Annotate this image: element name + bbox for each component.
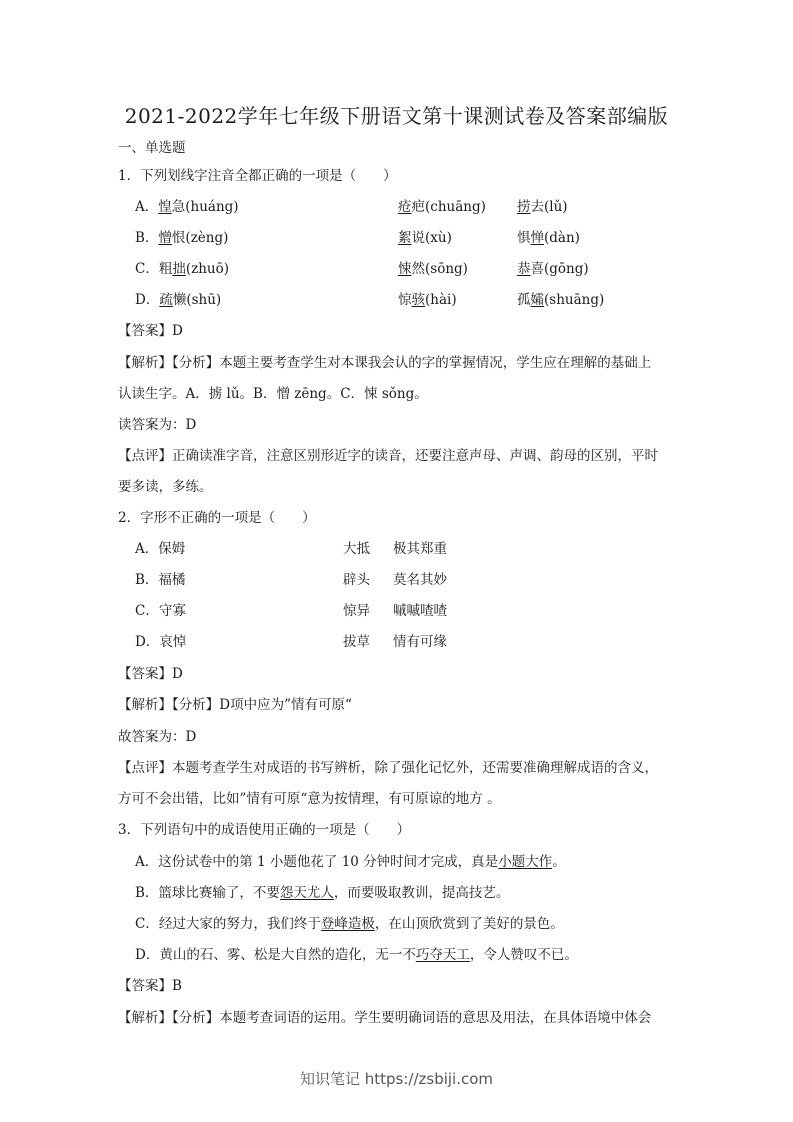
option-text: 说(xù) — [411, 230, 452, 246]
comment-text: 正确读准字音，注意区别形近字的读音，还要注意声母、声调、韵母的区别，平时 — [172, 448, 658, 464]
q3-option-a — [135, 852, 566, 872]
answer-value: D — [172, 666, 183, 682]
q1-conclusion: 读答案为：D — [118, 417, 197, 433]
question-3-stem: 3．下列语句中的成语使用正确的一项是（ ） — [118, 822, 411, 838]
option-text: 喜(gōng) — [530, 261, 589, 277]
option-text: (hài) — [425, 292, 457, 308]
q3-answer — [118, 976, 182, 996]
page-title: 2021-2022学年七年级下册语文第十课测试卷及答案部编版 — [124, 104, 669, 128]
section-heading: 一、单选题 — [118, 140, 186, 156]
underlined-char: 惶 — [158, 199, 172, 215]
option-text: 哀悼 — [159, 634, 187, 650]
option-text: 莫名其妙 — [393, 572, 447, 588]
option-text: 。 — [552, 854, 566, 870]
q1-option-d — [135, 290, 605, 310]
option-text: 疤(chuāng) — [411, 199, 486, 215]
option-text: ，而要吸取教训，提高技艺。 — [333, 885, 510, 901]
q2-conclusion: 故答案为：D — [118, 729, 197, 745]
option-label: D． — [135, 634, 160, 650]
q1-option-a — [135, 197, 568, 217]
option-text: 保姆 — [158, 541, 186, 557]
option-text: 然(sōng) — [411, 261, 468, 277]
q3-option-d — [135, 945, 578, 965]
q1-analysis-line-1 — [118, 353, 651, 373]
footer-watermark: 知识笔记 https://zsbiji.com — [299, 1070, 494, 1088]
q3-option-b — [135, 883, 509, 903]
option-text: 辟头 — [343, 572, 370, 588]
option-label: D． — [135, 292, 160, 308]
q2-answer — [118, 664, 183, 684]
answer-value: D — [172, 323, 183, 339]
option-text: (shuāng) — [544, 292, 605, 308]
analysis-tag: 【解析】【分析】 — [118, 1010, 220, 1026]
underlined-idiom: 小题大作 — [498, 854, 553, 870]
option-text: 情有可缘 — [393, 634, 447, 650]
underlined-idiom: 巧夺天工 — [415, 947, 470, 963]
underlined-char: 拙 — [172, 261, 186, 277]
option-text: (zhuō) — [185, 261, 230, 277]
option-text: 懒(shū) — [172, 292, 222, 308]
underlined-idiom: 怨天尤人 — [279, 885, 334, 901]
q1-option-c — [135, 259, 589, 279]
option-text: 孤 — [517, 292, 531, 308]
option-text: 守寡 — [158, 603, 186, 619]
analysis-tag: 【解析】【分析】 — [118, 697, 220, 713]
option-text: 急(huáng) — [171, 199, 239, 215]
underlined-char: 捞 — [517, 199, 531, 215]
answer-tag: 【答案】 — [118, 666, 172, 682]
q2-option-c — [135, 601, 447, 621]
answer-tag: 【答案】 — [118, 978, 172, 994]
comment-tag: 【点评】 — [118, 448, 172, 464]
q2-option-a — [135, 539, 447, 559]
option-text: 恨(zèng) — [171, 230, 229, 246]
option-text: 惊 — [398, 292, 412, 308]
option-text: 去(lǔ) — [530, 199, 568, 215]
option-text: ，在山顶欣赏到了美好的景色。 — [374, 916, 564, 932]
analysis-text: 本题主要考查学生对本课我会认的字的掌握情况，学生应在理解的基础上 — [219, 355, 652, 371]
q3-analysis — [118, 1008, 651, 1028]
q1-comment-line-1 — [118, 446, 658, 466]
comment-text: 本题考查学生对成语的书写辨析，除了强化记忆外，还需要准确理解成语的含义， — [172, 760, 658, 776]
underlined-char: 孀 — [530, 292, 544, 308]
q2-comment-line-2: 方可不会出错，比如”情有可原“意为按情理，有可原谅的地方 。 — [118, 791, 501, 807]
option-label: B． — [135, 572, 159, 588]
underlined-idiom: 登峰造极 — [320, 916, 375, 932]
option-text: (dàn) — [544, 230, 580, 246]
analysis-text: D项中应为”情有可原“ — [219, 697, 352, 713]
option-label: C． — [135, 603, 159, 619]
q1-option-b — [135, 228, 580, 248]
underlined-char: 恭 — [517, 261, 531, 277]
option-text: ，令人赞叹不已。 — [469, 947, 578, 963]
option-text: A．这份试卷中的第 1 小题他花了 10 分钟时间才完成，真是 — [135, 854, 499, 870]
underlined-char: 骇 — [411, 292, 425, 308]
option-text: 拔草 — [343, 634, 370, 650]
option-label: B． — [135, 230, 159, 246]
underlined-char: 疏 — [159, 292, 173, 308]
option-text: 惊异 — [343, 603, 370, 619]
q1-answer — [118, 321, 183, 341]
option-text: 福橘 — [158, 572, 186, 588]
option-text: C．经过大家的努力，我们终于 — [135, 916, 321, 932]
q3-option-c — [135, 914, 564, 934]
answer-value: B — [172, 978, 182, 994]
q2-analysis — [118, 695, 352, 715]
comment-tag: 【点评】 — [118, 760, 172, 776]
underlined-char: 絮 — [398, 230, 412, 246]
analysis-tag: 【解析】【分析】 — [118, 355, 220, 371]
option-text: 大抵 — [343, 541, 370, 557]
q2-option-d — [135, 632, 447, 652]
option-text: 极其郑重 — [393, 541, 447, 557]
option-label: A． — [135, 199, 159, 215]
option-text: B．篮球比赛输了，不要 — [135, 885, 280, 901]
option-label: C． — [135, 261, 159, 277]
option-label: A． — [135, 541, 159, 557]
option-text: 惧 — [517, 230, 531, 246]
answer-tag: 【答案】 — [118, 323, 172, 339]
underlined-char: 惮 — [530, 230, 544, 246]
underlined-char: 悚 — [398, 261, 412, 277]
option-text: 粗 — [158, 261, 173, 277]
underlined-char: 憎 — [158, 230, 172, 246]
q1-analysis-line-2: 认读生字。A．掳 lǔ。B．憎 zēng。C．悚 sǒng。 — [118, 386, 428, 402]
q1-comment-line-2: 要多读，多练。 — [118, 479, 213, 495]
q2-option-b — [135, 570, 447, 590]
question-1-stem: 1．下列划线字注音全都正确的一项是（ ） — [118, 168, 397, 184]
underlined-char: 疮 — [398, 199, 412, 215]
q2-comment-line-1 — [118, 758, 658, 778]
question-2-stem: 2．字形不正确的一项是（ ） — [118, 510, 316, 526]
analysis-text: 本题考查词语的运用。学生要明确词语的意思及用法，在具体语境中体会 — [219, 1010, 652, 1026]
option-text: 嘁嘁喳喳 — [393, 603, 447, 619]
option-text: D．黄山的石、雾、松是大自然的造化，无一不 — [135, 947, 416, 963]
